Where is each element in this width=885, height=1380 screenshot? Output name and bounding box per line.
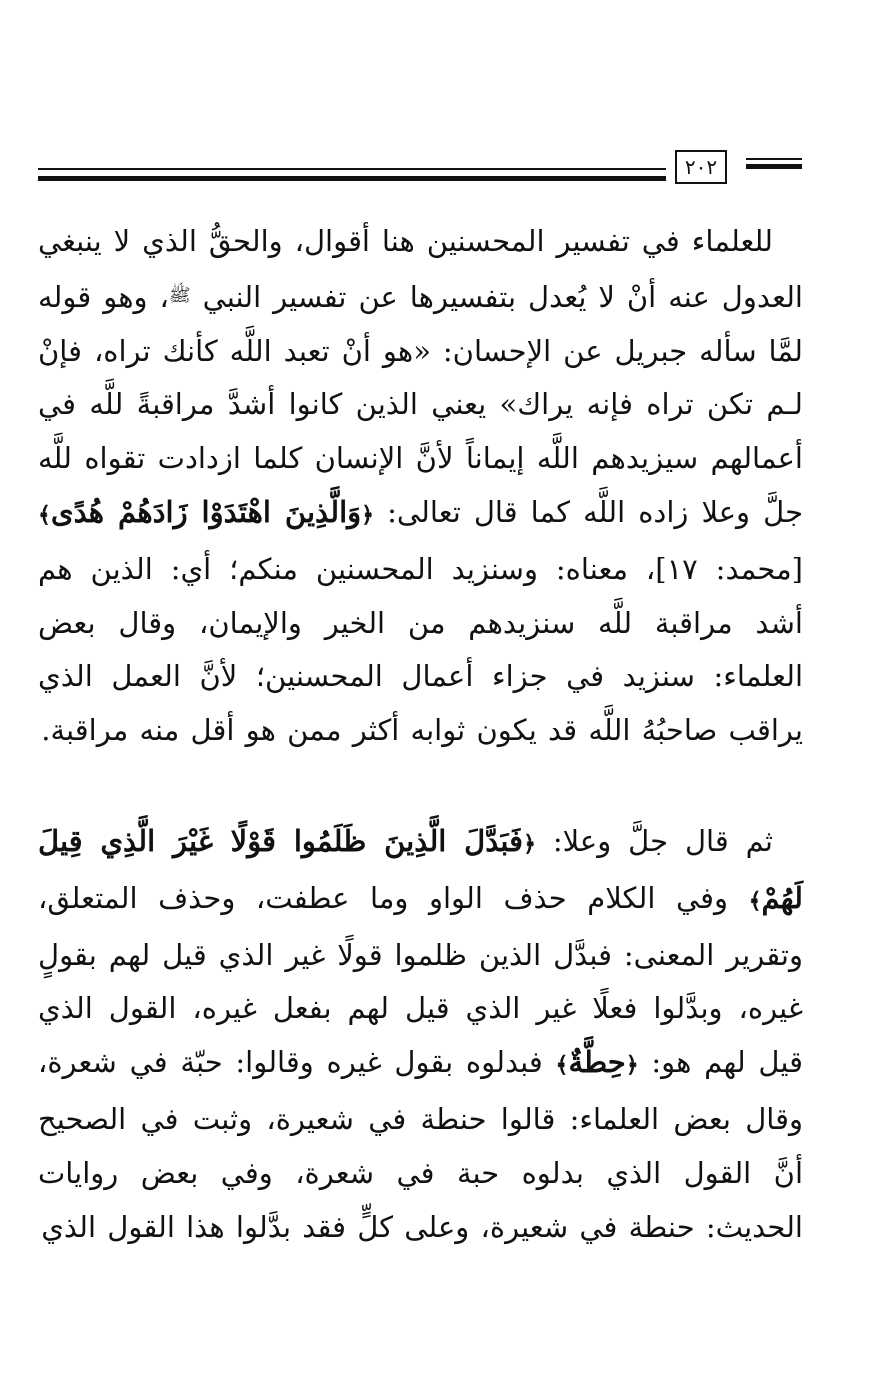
ornate-bracket-close: ﴾ (748, 887, 762, 914)
paragraph-1-text-b: ، وهو قوله لمَّا سأله جبريل عن الإحسان: «هو أنْ تعبد اللَّه كأنك تراه، فإنْ لـم تكن تراه فإنه يراك» يعني الذين كانوا أشدَّ مراقبةً للَّه في أعمالهم سيزيدهم اللَّه إيماناً لأنَّ الإنسان كلما ازدادت تقواه للَّه جلَّ وعلا زاده اللَّه كما قال تعالى: (38, 279, 804, 529)
ornate-bracket-open: ﴿ (361, 501, 375, 528)
quran-verse-1 (38, 495, 374, 529)
page-number: ٢٠٢ (675, 150, 727, 184)
paragraph-2-text-b: وفي الكلام حذف الواو وما عطفت، وحذف المتعلق، وتقرير المعنى: فبدَّل الذين ظلموا قولًا غير الذي قيل لهم بقولٍ غيره، وبدَّلوا فعلًا غير الذي قيل لهم بفعل غيره، القول الذي قيل لهم هو: (38, 880, 804, 1080)
paragraph-1-text-c: ، معناه: وسنزيد المحسنين منكم؛ أي: الذين هم أشد مراقبة للَّه سنزيدهم من الخير والإيمان، وقال بعض العلماء: سنزيد في جزاء أعمال المحسنين؛ لأنَّ العمل الذي يراقب صاحبُهُ اللَّه قد يكون ثوابه أكثر ممن هو أقل منه مراقبة. (38, 551, 803, 748)
page-header (0, 148, 885, 198)
ornate-bracket-close: ﴾ (38, 501, 51, 528)
header-rule-thin (38, 168, 666, 170)
ornate-bracket-open: ﴿ (625, 1052, 639, 1079)
ornate-bracket-open: ﴿ (523, 831, 536, 857)
ornate-bracket-close: ﴾ (555, 1052, 569, 1079)
quran-word-hittah-text: حِطَّةٌ (568, 1045, 626, 1080)
paragraph-2 (38, 815, 803, 1254)
paragraph-2-text-a: ثم قال جلَّ وعلا: (552, 824, 773, 858)
quran-verse-2-text: فَبَدَّلَ الَّذِينَ ظَلَمُوا قَوْلًا غَيْرَ الَّذِي قِيلَ لَهُمْ (38, 824, 803, 915)
honorific-symbol: ﷺ (168, 284, 191, 306)
header-rule-thick (38, 176, 666, 181)
verse-reference: [محمد: ١٧] (655, 551, 803, 586)
paragraph-1-text-a: للعلماء في تفسير المحسنين هنا أقوال، والحقُّ الذي لا ينبغي العدول عنه أنْ لا يُعدل بتفسيرها عن تفسير النبي (38, 224, 803, 314)
header-rule-right-thick (746, 164, 802, 169)
paragraph-1 (38, 215, 803, 758)
quran-word-hittah (556, 1045, 639, 1079)
header-rule-right-thin (746, 158, 802, 160)
quran-verse-1-text: وَالَّذِينَ اهْتَدَوْا زَادَهُمْ هُدًى (50, 494, 362, 529)
paragraph-2-text-c: فبدلوه بقول غيره وقالوا: حبّة في شعرة، وقال بعض العلماء: قالوا حنطة في شعيرة، وثبت في الصحيح أنَّ القول الذي بدلوه حبة في شعرة، وفي بعض روايات الحديث: حنطة في شعيرة، وعلى كلٍّ فقد بدَّلوا هذا القول الذي (38, 1045, 803, 1244)
